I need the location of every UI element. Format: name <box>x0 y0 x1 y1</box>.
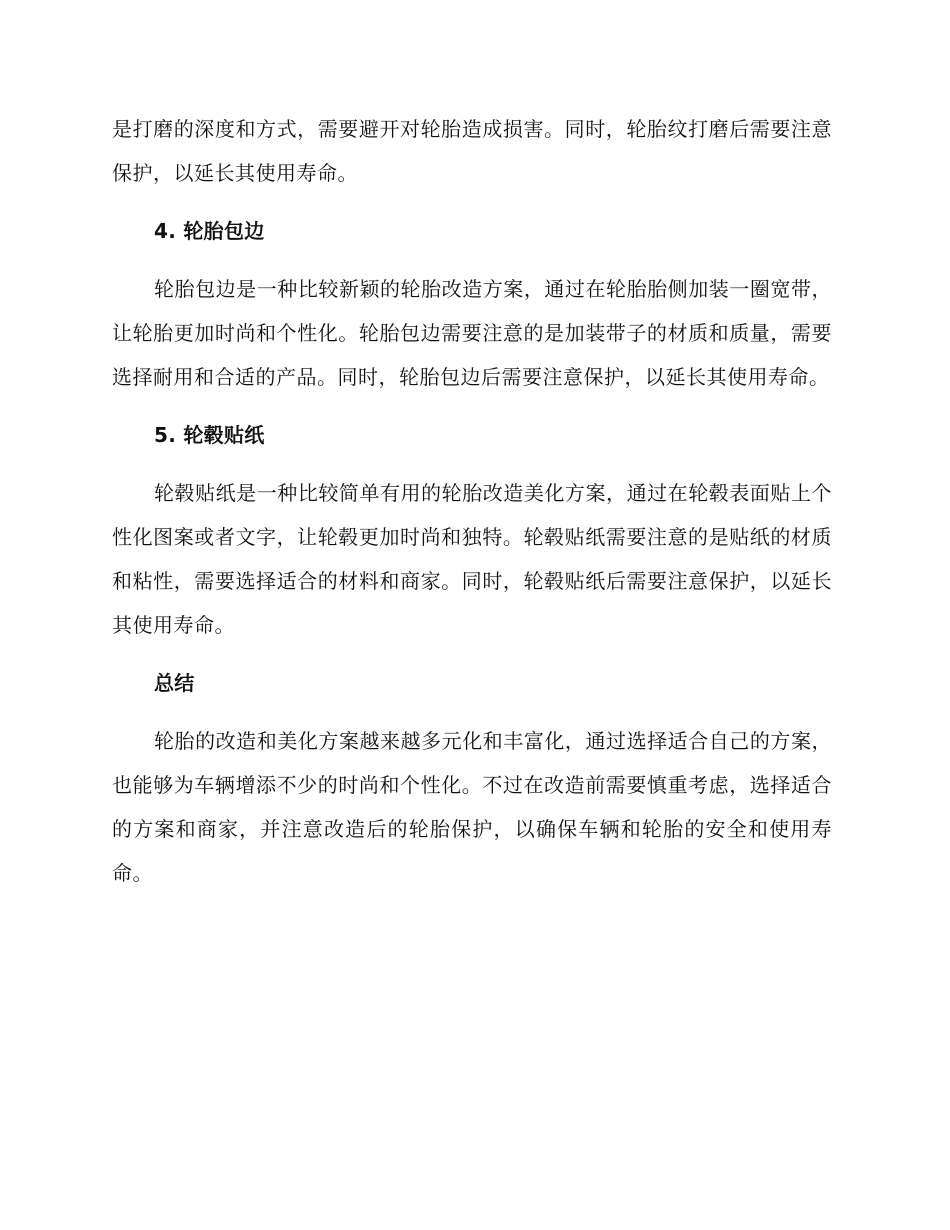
section-body-summary: 轮胎的改造和美化方案越来越多元化和丰富化，通过选择适合自己的方案，也能够为车辆增添不少的时尚和个性化。不过在改造前需要慎重考虑，选择适合的方案和商家，并注意改造后的轮胎保护，以确保车辆和轮胎的安全和使用寿命。 <box>112 729 832 885</box>
section-heading-wheel-sticker: 5. 轮毂贴纸 <box>154 423 265 447</box>
section-heading-tire-wrap: 4. 轮胎包边 <box>154 219 265 243</box>
section-body-tire-wrap: 轮胎包边是一种比较新颖的轮胎改造方案，通过在轮胎胎侧加装一圈宽带，让轮胎更加时尚和个性化。轮胎包边需要注意的是加装带子的材质和质量，需要选择耐用和合适的产品。同时，轮胎包边后需要注意保护，以延长其使用寿命。 <box>112 277 832 389</box>
section-body-wheel-sticker: 轮毂贴纸是一种比较简单有用的轮胎改造美化方案，通过在轮毂表面贴上个性化图案或者文字，让轮毂更加时尚和独特。轮毂贴纸需要注意的是贴纸的材质和粘性，需要选择适合的材料和商家。同时，轮毂贴纸后需要注意保护，以延长其使用寿命。 <box>112 481 832 637</box>
document-content <box>112 107 832 895</box>
section-heading-summary: 总结 <box>154 671 195 695</box>
continuation-paragraph: 是打磨的深度和方式，需要避开对轮胎造成损害。同时，轮胎纹打磨后需要注意保护，以延长其使用寿命。 <box>112 117 832 185</box>
